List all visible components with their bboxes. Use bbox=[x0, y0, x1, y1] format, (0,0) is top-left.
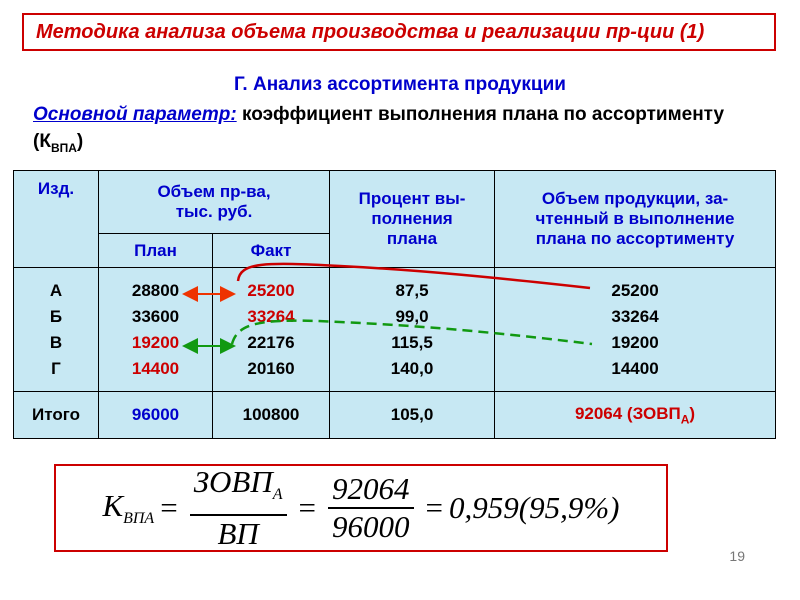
parameter-close: ) bbox=[76, 131, 84, 152]
formula-box bbox=[54, 464, 668, 552]
product-v: В bbox=[49, 332, 63, 352]
formula-eq-1: = bbox=[160, 490, 178, 525]
header-percent: Процент вы- полнения плана bbox=[330, 171, 495, 268]
fact-a: 25200 bbox=[247, 280, 295, 300]
page-number: 19 bbox=[729, 548, 745, 564]
total-counted: 92064 $(ЗОВП_А)$ bbox=[495, 392, 776, 439]
section-subtitle: Г. Анализ ассортимента продукции bbox=[234, 74, 566, 95]
parameter-subscript: ВПА bbox=[50, 140, 77, 155]
formula-lhs: $К_{ВПА}$ bbox=[102, 487, 155, 528]
counted-cell bbox=[495, 268, 776, 392]
slide-title-text: Методика анализа объема производства и реализации пр-ции (1) bbox=[36, 20, 705, 43]
assortment-table bbox=[13, 170, 776, 439]
header-volume: Объем пр-ва, тыс. руб. bbox=[99, 171, 330, 234]
formula-result: 0,959(95,9%) bbox=[449, 490, 620, 525]
percent-v: 115,5 bbox=[391, 332, 433, 352]
header-product: Изд. bbox=[14, 171, 99, 268]
counted-g: 14400 bbox=[611, 358, 659, 378]
total-percent: 105,0 bbox=[330, 392, 495, 439]
plan-cell bbox=[99, 268, 213, 392]
products-cell bbox=[14, 268, 99, 392]
total-plan: 96000 bbox=[99, 392, 213, 439]
main-parameter bbox=[33, 101, 753, 162]
fact-v: 22176 bbox=[247, 332, 295, 352]
counted-v: 19200 bbox=[611, 332, 659, 352]
formula-eq-2: = bbox=[298, 490, 317, 525]
plan-a: 28800 bbox=[131, 280, 180, 300]
slide-title bbox=[22, 13, 776, 51]
product-g: Г bbox=[51, 358, 61, 378]
formula-eq-3: = bbox=[425, 490, 443, 525]
fact-b: 33264 bbox=[247, 306, 295, 326]
parameter-label: Основной параметр: bbox=[33, 104, 237, 125]
header-plan: План bbox=[99, 234, 213, 268]
fact-g: 20160 bbox=[247, 358, 295, 378]
header-counted: Объем продукции, за- чтенный в выполнение плана по ассортименту bbox=[495, 171, 776, 268]
formula-fraction-2: $\frac{92064}{96000}$ bbox=[328, 471, 414, 545]
fact-cell bbox=[213, 268, 330, 392]
percent-b: 99,0 bbox=[395, 306, 429, 326]
header-fact: Факт bbox=[213, 234, 330, 268]
total-fact: 100800 bbox=[213, 392, 330, 439]
plan-b: 33600 bbox=[131, 306, 180, 326]
product-b: Б bbox=[49, 306, 63, 326]
total-label: Итого bbox=[14, 392, 99, 439]
percent-cell bbox=[330, 268, 495, 392]
counted-b: 33264 bbox=[611, 306, 659, 326]
percent-g: 140,0 bbox=[390, 358, 434, 378]
counted-a: 25200 bbox=[611, 280, 659, 300]
plan-g: 14400 bbox=[131, 358, 180, 378]
percent-a: 87,5 bbox=[395, 280, 429, 300]
parameter-text: коэффициент выполнения плана по ассортименту (К bbox=[33, 104, 725, 152]
product-a: А bbox=[49, 280, 63, 300]
plan-v: 19200 bbox=[131, 332, 180, 352]
formula-fraction-1: $\frac{ЗОВП_А}{ВП}$ bbox=[190, 464, 287, 551]
